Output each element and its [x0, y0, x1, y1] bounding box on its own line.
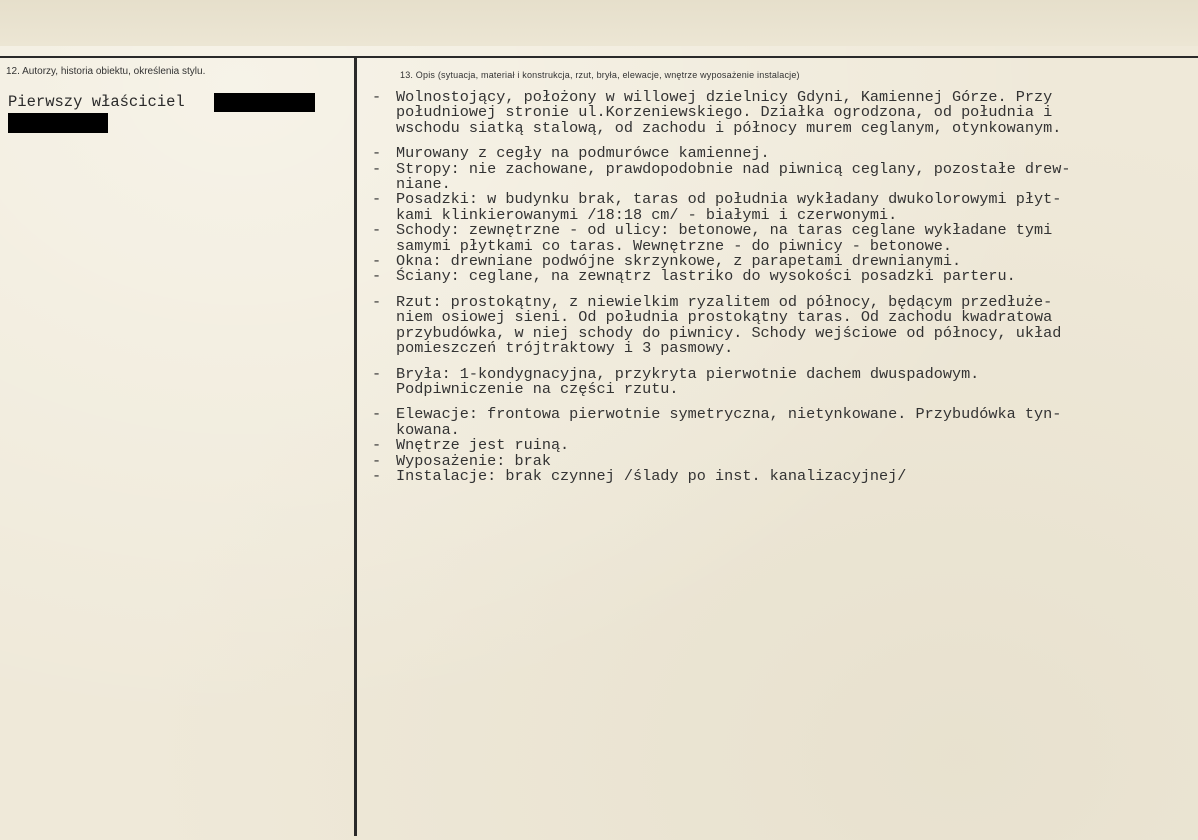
text-line: Wyposażenie: brak: [396, 451, 551, 470]
column-divider: [354, 56, 357, 836]
text-line: Rzut: prostokątny, z niewielkim ryzalitem od północy, będącym przedłuże-: [396, 292, 1053, 311]
bullet-dash: -: [372, 292, 382, 311]
item-text: [396, 292, 1172, 358]
owner-label: Pierwszy właściciel: [8, 93, 185, 111]
item-text: [396, 466, 1172, 485]
bullet-dash: -: [372, 466, 382, 485]
text-line: niem osiowej sieni. Od południa prostokątny taras. Od zachodu kwadratowa: [396, 308, 1053, 327]
bullet-dash: -: [372, 436, 382, 455]
item-text: [396, 192, 1172, 223]
text-line: kowana.: [396, 420, 460, 439]
redaction-bar: [214, 93, 315, 112]
text-line: przybudówka, w niej schody do piwnicy. Schody wejściowe od północy, układ: [396, 323, 1062, 342]
bullet-dash: -: [372, 267, 382, 286]
horizontal-rule: [0, 56, 1198, 58]
item-text: [396, 223, 1172, 254]
list-item: [372, 159, 1172, 194]
text-line: Wnętrze jest ruiną.: [396, 436, 570, 455]
text-line: Stropy: nie zachowane, prawdopodobnie nad piwnicą ceglany, pozostałe drew-: [396, 159, 1071, 178]
text-line: Bryła: 1-kondygnacyjna, przykryta pierwotnie dachem dwuspadowym.: [396, 364, 980, 383]
text-line: Murowany z cegły na podmurówce kamiennej.: [396, 144, 770, 163]
list-item: [372, 292, 1172, 358]
text-line: Ściany: ceglane, na zewnątrz lastriko do wysokości posadzki parteru.: [396, 267, 1016, 286]
text-line: pomieszczeń trójtraktowy i 3 pasmowy.: [396, 339, 734, 358]
item-text: [396, 269, 1172, 284]
item-text: [396, 90, 1172, 136]
list-item: [372, 269, 1172, 284]
text-line: Elewacje: frontowa pierwotnie symetryczna, nietynkowane. Przybudówka tyn-: [396, 405, 1062, 424]
text-line: Podpiwniczenie na części rzutu.: [396, 379, 679, 398]
list-item: [372, 364, 1172, 398]
text-line: Instalacje: brak czynnej /ślady po inst. kanalizacyjnej/: [396, 466, 907, 485]
list-item: [372, 90, 1172, 136]
bullet-dash: -: [372, 451, 382, 470]
item-text: [396, 407, 1172, 438]
top-margin: [0, 0, 1198, 46]
text-line: Okna: drewniane podwójne skrzynkowe, z parapetami drewnianymi.: [396, 252, 962, 271]
text-line: kami klinkierowanymi /18:18 cm/ - białymi i czerwonymi.: [396, 205, 898, 224]
text-line: wschodu siatką stalową, od zachodu i północy murem ceglanym, otynkowanym.: [396, 118, 1062, 137]
item-text: [396, 159, 1172, 194]
list-item: [372, 192, 1172, 223]
redaction-bar: [8, 113, 108, 133]
bullet-dash: -: [372, 364, 382, 383]
text-line: Schody: zewnętrzne - od ulicy: betonowe, na taras ceglane wykładane tymi: [396, 221, 1053, 240]
text-line: niane.: [396, 175, 451, 194]
bullet-dash: -: [372, 190, 382, 209]
section-13-header: 13. Opis (sytuacja, materiał i konstrukcja, rzut, bryła, elewacje, wnętrze wyposażenie instalacje): [400, 70, 800, 80]
text-line: Wolnostojący, położony w willowej dzielnicy Gdyni, Kamiennej Górze. Przy: [396, 88, 1053, 106]
bullet-dash: -: [372, 405, 382, 424]
bullet-dash: -: [372, 252, 382, 271]
bullet-dash: -: [372, 159, 382, 178]
bullet-dash: -: [372, 144, 382, 163]
bullet-dash: -: [372, 88, 382, 106]
section-12-header: 12. Autorzy, historia obiektu, określenia stylu.: [6, 66, 206, 77]
list-item: [372, 466, 1172, 485]
item-text: [396, 364, 1172, 398]
description-list: [372, 90, 1172, 484]
bullet-dash: -: [372, 221, 382, 240]
list-item: [372, 223, 1172, 254]
text-line: samymi płytkami co taras. Wewnętrzne - do piwnicy - betonowe.: [396, 236, 952, 255]
text-line: Posadzki: w budynku brak, taras od południa wykładany dwukolorowymi płyt-: [396, 190, 1062, 209]
list-item: [372, 407, 1172, 438]
text-line: południowej stronie ul.Korzeniewskiego. Działka ogrodzona, od południa i: [396, 103, 1053, 122]
